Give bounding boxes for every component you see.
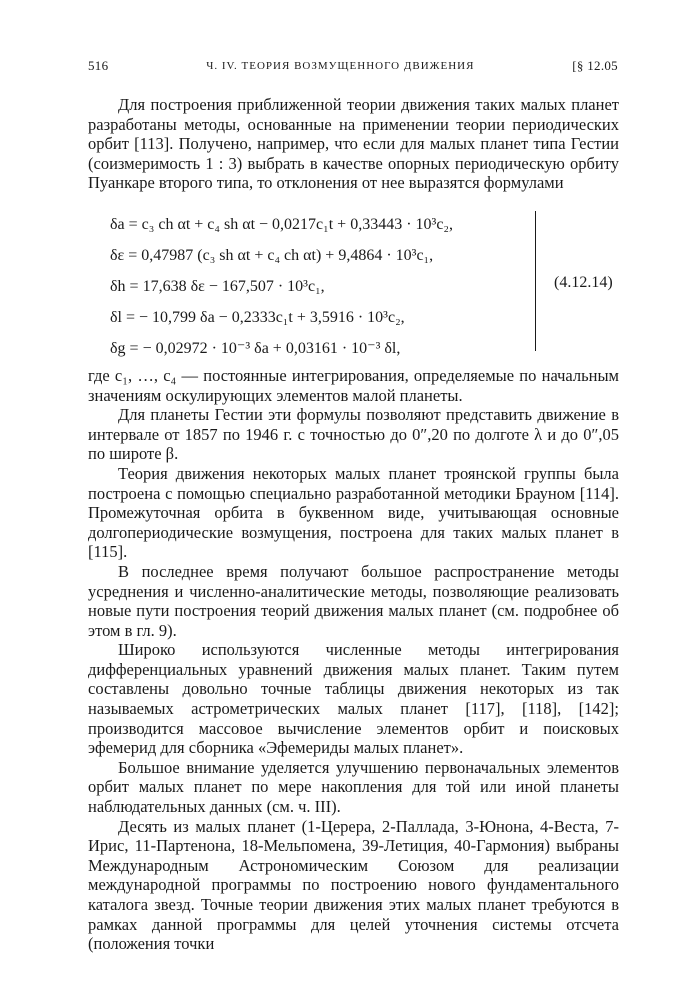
paragraph-1: Для построения приближенной теории движения таких малых планет разработаны методы, основанные на применении теории периодических орбит [113]. Получено, например, что если для малых планет типа Гестии (соизмеримость 1 : 3) выбрать в качестве опорных периодическую орбиту Пуанкаре второго типа, то отклонения от нее выразятся формулами xyxy=(88,95,619,193)
paragraph-2: где c₁, …, c₄ — постоянные интегрирования, определяемые по начальным значениям оскулирующих элементов малой планеты. xyxy=(88,365,619,405)
formula-delta-l: δl = − 10,799 δa − 0,2333c₁t + 3,5916 · 10³c₂, xyxy=(110,308,405,326)
paragraph-7: Большое внимание уделяется улучшению первоначальных элементов орбит малых планет по мере накопления для той или иной планеты наблюдательных данных (см. ч. III). xyxy=(88,757,619,817)
formula-delta-e: δε = 0,47987 (c₃ sh αt + c₄ ch αt) + 9,4864 · 10³c₁, xyxy=(110,246,434,264)
equation-number: (4.12.14) xyxy=(554,273,613,291)
paragraph-4: Теория движения некоторых малых планет троянской группы была построена с помощью специально разработанной методики Брауном [114]. Промежуточная орбита в буквенном виде, учитывающая основные долгопериодические возмущения, построена для таких малых планет в [115]. xyxy=(88,463,619,562)
formula-delta-h: δh = 17,638 δε − 167,507 · 10³c₁, xyxy=(110,277,325,295)
formula-delta-g: δg = − 0,02972 · 10⁻³ δa + 0,03161 · 10⁻³ δl, xyxy=(110,339,401,357)
running-title: Ч. IV. ТЕОРИЯ ВОЗМУЩЕННОГО ДВИЖЕНИЯ xyxy=(206,60,475,72)
right-brace xyxy=(523,211,536,351)
formula-block xyxy=(88,205,619,361)
paragraph-3: Для планеты Гестии эти формулы позволяют представить движение в интервале от 1857 по 1946 г. с точностью до 0″,20 по долготе λ и до 0″,05 по широте β. xyxy=(88,405,619,464)
page-header xyxy=(88,58,618,74)
page-number: 516 xyxy=(88,58,109,73)
paragraph-5: В последнее время получают большое распространение методы усреднения и численно-аналитические методы, позволяющие реализовать новые пути построения теорий движения малых планет (см. подробнее об этом в гл. 9). xyxy=(88,561,619,640)
paragraph-8: Десять из малых планет (1-Церера, 2-Паллада, 3-Юнона, 4-Веста, 7-Ирис, 11-Партенона, 18-Мельпомена, 39-Летиция, 40-Гармония) выбраны Международным Астрономическим Союзом для реализации международной программы по построению нового фундаментального каталога звезд. Точные теории движения этих малых планет требуются в рамках данной программы для целей уточнения системы отсчета (положения точки xyxy=(88,816,619,954)
section-ref: [§ 12.05 xyxy=(572,58,618,73)
formula-delta-a: δa = c₃ ch αt + c₄ sh αt − 0,0217c₁t + 0,33443 · 10³c₂, xyxy=(110,215,454,233)
page-body xyxy=(88,95,619,954)
paragraph-6: Широко используются численные методы интегрирования дифференциальных уравнений движения малых планет. Таким путем составлены довольно точные таблицы движения некоторых из так называемых астрометрических малых планет [117], [118], [142]; производится массовое вычисление элементов орбит и поисковых эфемерид для сборника «Эфемериды малых планет». xyxy=(88,640,619,758)
